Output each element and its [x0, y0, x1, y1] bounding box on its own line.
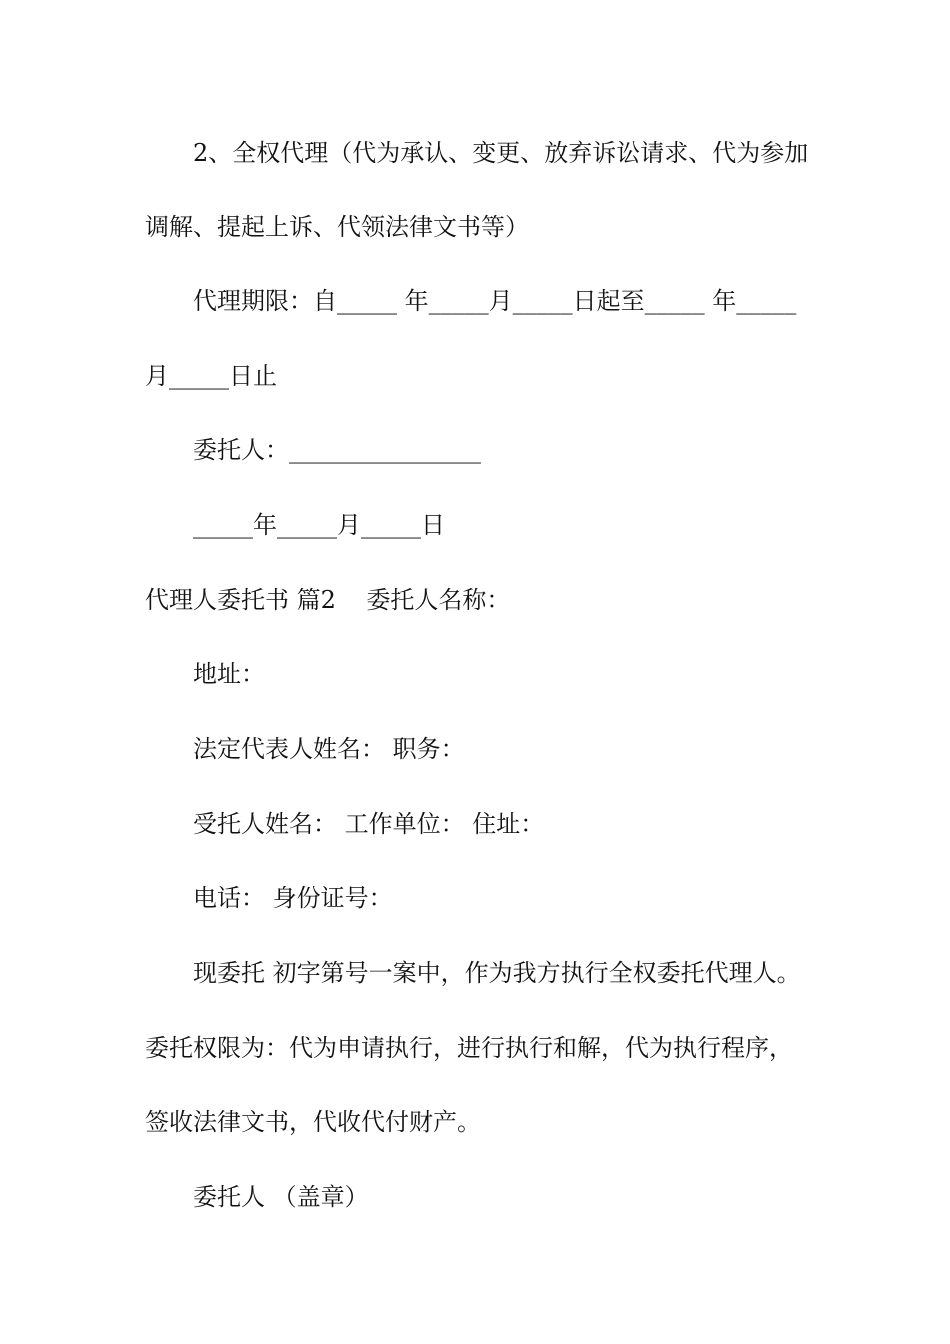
text-line: 地址： [193, 660, 265, 688]
text-line: 法定代表人姓名： 职务： [193, 735, 465, 763]
section-heading: 代理人委托书 篇2 委托人名称： [145, 586, 511, 614]
text-line: 委托人 （盖章） [193, 1183, 369, 1211]
text-line: 委托人：________________ [193, 436, 481, 464]
text-line: 2、全权代理（代为承认、变更、放弃诉讼请求、代为参加 [193, 139, 809, 167]
text-line: 月_____日止 [145, 362, 277, 390]
text-line: 委托权限为：代为申请执行，进行执行和解，代为执行程序， [145, 1034, 793, 1062]
text-line: 签收法律文书，代收代付财产。 [145, 1108, 481, 1136]
text-line: 受托人姓名： 工作单位： 住址： [193, 810, 545, 838]
text-line: 现委托 初字第号一案中，作为我方执行全权委托代理人。 [193, 959, 801, 987]
text-line: _____年_____月_____日 [193, 511, 445, 539]
text-line: 电话： 身份证号： [193, 884, 393, 912]
text-line: 代理期限：自_____ 年_____月_____日起至_____ 年_____ [193, 287, 797, 315]
text-line: 调解、提起上诉、代领法律文书等） [145, 213, 529, 241]
